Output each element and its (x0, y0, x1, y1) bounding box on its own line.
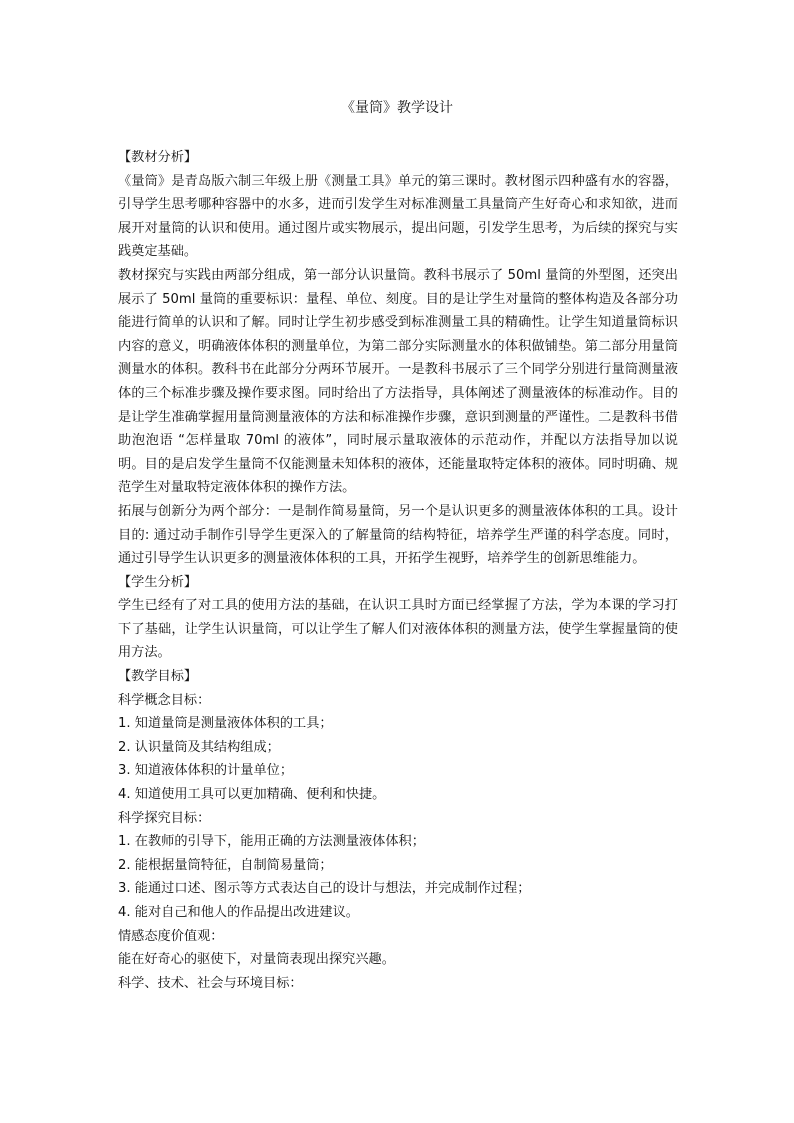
concept-goal-item: 2. 认识量筒及其结构组成； (118, 739, 280, 755)
material-paragraph-2: 教材探究与实践由两部分组成，第一部分认识量筒。教科书展示了 50ml 量筒的外型图，还突出展示了 50ml 量筒的重要标识：量程、单位、刻度。目的是让学生对量筒的整体构造及各部分功能进行简单的认识和了解。同时让学生初步感受到标准测量工具的精确性。让学生知道量筒标识内容的意义，明确液体体积的测量单位，为第二部分实际测量水的体积做铺垫。第二部分用量筒测量水的体积。教科书在此部分分两环节展开。一是教科书展示了三个同学分别进行量筒测量液体的三个标准步骤及操作要求图。同时给出了方法指导，具体阐述了测量液体的标准动作。目的是让学生准确掌握用量筒测量液体的方法和标准操作步骤，意识到测量的严谨性。二是教科书借助泡泡语 “怎样量取 70ml 的液体”，同时展示量取液体的示范动作，并配以方法指导加以说明。目的是启发学生量筒不仅能测量未知体积的液体，还能量取特定体积的液体。同时明确、规范学生对量取特定液体体积的操作方法。 (118, 267, 678, 496)
inquiry-goals-label: 科学探究目标： (118, 810, 211, 826)
material-paragraph-3: 拓展与创新分为两个部分：一是制作简易量筒，另一个是认识更多的测量液体体积的工具。设计目的: 通过动手制作引导学生更深入的了解量筒的结构特征，培养学生严谨的科学态度。同时，通过引导学生认识更多的测量液体体积的工具，开拓学生视野，培养学生的创新思维能力。 (118, 503, 678, 567)
section-heading-student: 【学生分析】 (118, 574, 198, 590)
document-body (118, 146, 678, 995)
material-paragraph-1: 《量筒》是青岛版六制三年级上册《测量工具》单元的第三课时。教材图示四种盛有水的容器，引导学生思考哪种容器中的水多，进而引发学生对标准测量工具量筒产生好奇心和求知欲，进而展开对量筒的认识和使用。通过图片或实物展示，提出问题，引发学生思考，为后续的探究与实践奠定基础。 (118, 173, 678, 260)
concept-goal-item: 1. 知道量筒是测量液体体积的工具； (118, 716, 333, 732)
document-title: 《量筒》教学设计 (341, 100, 453, 116)
inquiry-goal-item: 3. 能通过口述、图示等方式表达自己的设计与想法，并完成制作过程； (118, 881, 531, 897)
section-heading-material: 【教材分析】 (118, 150, 198, 165)
sts-goals-label: 科学、技术、社会与环境目标： (118, 975, 303, 991)
concept-goals-label: 科学概念目标： (118, 692, 211, 708)
student-paragraph-1: 学生已经有了对工具的使用方法的基础，在认识工具时方面已经掌握了方法，学为本课的学习打下了基础，让学生认识量筒，可以让学生了解人们对液体体积的测量方法，使学生掌握量筒的使用方法。 (118, 598, 678, 661)
inquiry-goal-item: 2. 能根据量筒特征，自制简易量筒； (118, 857, 333, 873)
inquiry-goal-item: 1. 在教师的引导下，能用正确的方法测量液体体积； (118, 834, 425, 850)
attitude-goals-label: 情感态度价值观： (118, 928, 224, 944)
concept-goal-item: 3. 知道液体体积的计量单位； (118, 763, 294, 779)
inquiry-goal-item: 4. 能对自己和他人的作品提出改进建议。 (118, 905, 359, 920)
section-heading-goals: 【教学目标】 (118, 669, 198, 685)
concept-goal-item: 4. 知道使用工具可以更加精确、便利和快捷。 (118, 787, 386, 803)
attitude-goals-text: 能在好奇心的驱使下，对量筒表现出探究兴趣。 (118, 952, 395, 968)
